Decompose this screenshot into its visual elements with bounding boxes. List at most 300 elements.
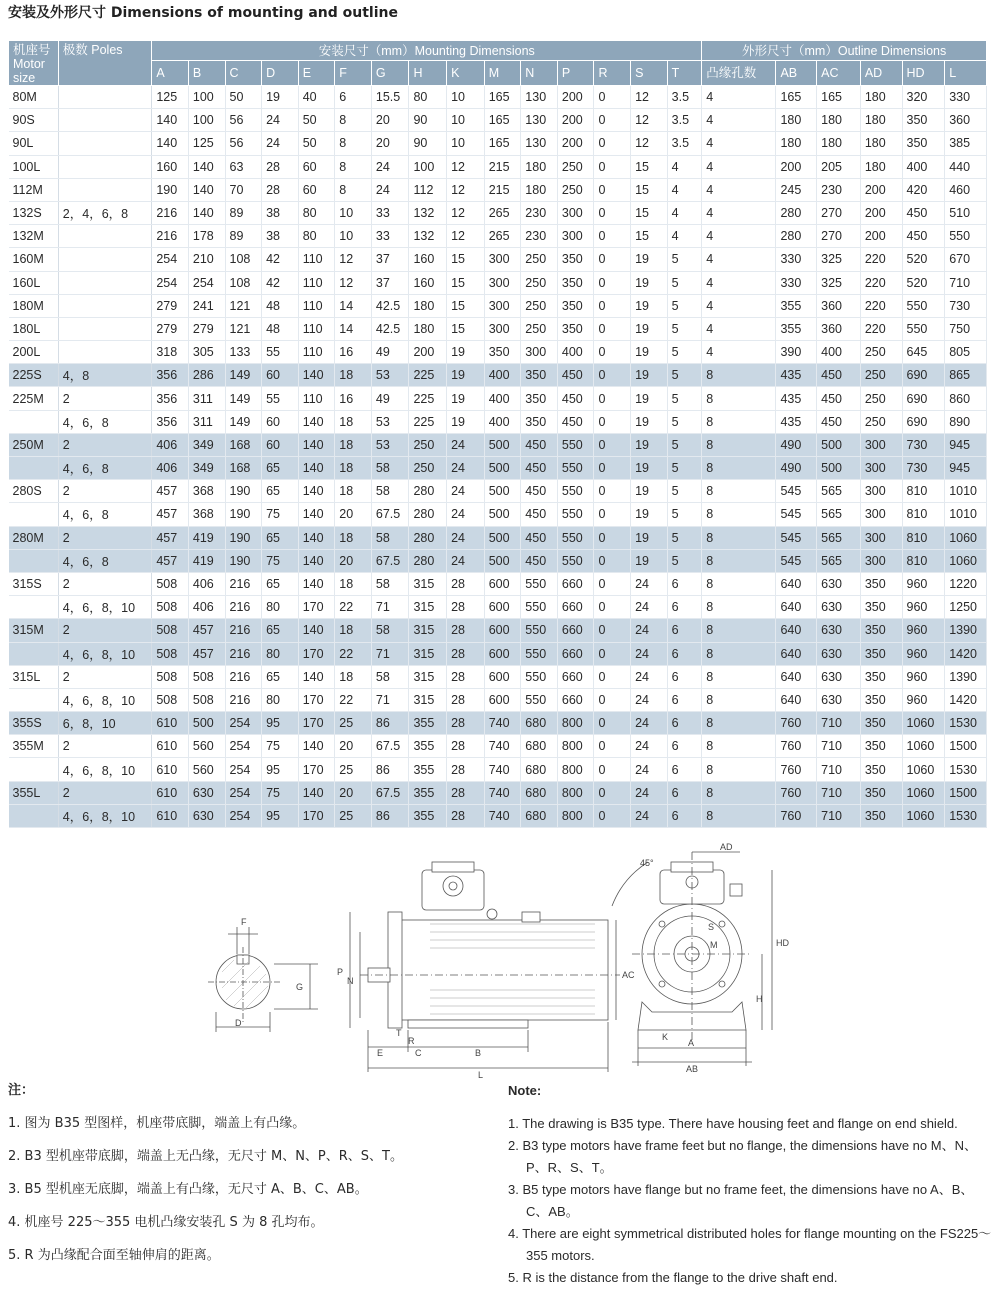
- column-header: AC: [817, 61, 861, 86]
- poles-cell: 4，6，8: [58, 410, 152, 433]
- dimension-cell: 19: [631, 480, 668, 503]
- dimension-cell: 457: [152, 549, 189, 572]
- column-header: G: [371, 61, 409, 86]
- dimension-cell: 0: [594, 596, 631, 619]
- dimension-cell: 710: [945, 271, 987, 294]
- dimension-cell: 280: [776, 201, 817, 224]
- dimension-cell: 110: [298, 271, 335, 294]
- dimension-cell: 1250: [945, 596, 987, 619]
- dimension-cell: 640: [776, 596, 817, 619]
- dimension-cell: 65: [262, 457, 299, 480]
- dimension-cell: 28: [447, 712, 485, 735]
- dimension-cell: 440: [945, 155, 987, 178]
- dimension-cell: 180: [817, 132, 861, 155]
- motor-outline-drawing: [200, 842, 800, 1080]
- dimension-cell: 132: [409, 225, 447, 248]
- dimension-cell: 19: [631, 433, 668, 456]
- column-header: 凸缘孔数: [702, 61, 776, 86]
- dimension-cell: 24: [631, 735, 668, 758]
- dimension-cell: 216: [225, 596, 262, 619]
- dimension-cell: 42: [262, 271, 299, 294]
- dimension-cell: 630: [188, 781, 225, 804]
- dimension-cell: 0: [594, 526, 631, 549]
- dimension-cell: 80: [298, 201, 335, 224]
- dimension-cell: 550: [557, 480, 594, 503]
- dimension-cell: 805: [945, 341, 987, 364]
- poles-header: 极数 Poles: [58, 41, 152, 86]
- poles-cell: [58, 271, 152, 294]
- dimension-cell: 149: [225, 387, 262, 410]
- dimension-cell: 550: [902, 317, 945, 340]
- dimension-cell: 60: [298, 178, 335, 201]
- frame-size-cell: [9, 549, 59, 572]
- dimension-cell: 350: [860, 619, 902, 642]
- table-row: [9, 665, 987, 688]
- dimension-cell: 0: [594, 271, 631, 294]
- dimension-cell: 140: [298, 480, 335, 503]
- frame-size-cell: 355L: [9, 781, 59, 804]
- dimension-cell: 4: [702, 109, 776, 132]
- dimension-cell: 510: [945, 201, 987, 224]
- dim-label-s: S: [708, 922, 715, 932]
- dimension-cell: 190: [225, 549, 262, 572]
- dimension-cell: 680: [521, 781, 558, 804]
- dimensions-table: [8, 40, 987, 828]
- dimension-cell: 3.5: [667, 109, 702, 132]
- dimension-cell: 860: [945, 387, 987, 410]
- dimension-cell: 0: [594, 642, 631, 665]
- dimension-cell: 450: [557, 410, 594, 433]
- dimension-cell: 80: [409, 86, 447, 109]
- table-row: [9, 804, 987, 827]
- dimension-cell: 710: [817, 735, 861, 758]
- dimension-cell: 600: [484, 665, 521, 688]
- dimension-cell: 4: [702, 317, 776, 340]
- dimension-cell: 0: [594, 341, 631, 364]
- dimension-cell: 800: [557, 781, 594, 804]
- dimension-cell: 18: [335, 364, 372, 387]
- dimension-cell: 18: [335, 619, 372, 642]
- dimension-cell: 279: [152, 317, 189, 340]
- dimension-cell: 330: [776, 271, 817, 294]
- dimension-cell: 406: [152, 433, 189, 456]
- poles-cell: 4，6，8: [58, 503, 152, 526]
- dimension-cell: 565: [817, 503, 861, 526]
- dimension-cell: 24: [447, 526, 485, 549]
- dimension-cell: 12: [447, 201, 485, 224]
- frame-size-cell: [9, 688, 59, 711]
- dimension-cell: 4: [702, 155, 776, 178]
- dimension-cell: 241: [188, 294, 225, 317]
- dimension-cell: 254: [225, 781, 262, 804]
- dimension-cell: 0: [594, 688, 631, 711]
- dimension-cell: 8: [702, 480, 776, 503]
- dimension-cell: 630: [817, 688, 861, 711]
- dimension-cell: 5: [667, 503, 702, 526]
- dimension-cell: 710: [817, 804, 861, 827]
- dimension-cell: 400: [484, 387, 521, 410]
- notes-en-title: Note:: [508, 1083, 542, 1098]
- poles-cell: 4，6，8: [58, 457, 152, 480]
- dimension-cell: 0: [594, 86, 631, 109]
- dimension-cell: 565: [817, 549, 861, 572]
- dimension-cell: 28: [447, 735, 485, 758]
- dimension-cell: 12: [447, 225, 485, 248]
- dimension-cell: 75: [262, 781, 299, 804]
- dimension-cell: 33: [371, 225, 409, 248]
- poles-cell: 4，8: [58, 364, 152, 387]
- frame-size-cell: [9, 503, 59, 526]
- dimension-cell: 960: [902, 688, 945, 711]
- dimension-cell: 500: [817, 433, 861, 456]
- poles-cell: [58, 341, 152, 364]
- table-row: [9, 735, 987, 758]
- dim-label-d: D: [235, 1018, 242, 1028]
- dimension-cell: 149: [225, 364, 262, 387]
- dimension-cell: 300: [484, 317, 521, 340]
- dimension-cell: 270: [817, 201, 861, 224]
- dimension-cell: 350: [860, 781, 902, 804]
- dimension-cell: 71: [371, 688, 409, 711]
- dim-label-p: P: [337, 967, 344, 977]
- dimension-cell: 0: [594, 433, 631, 456]
- dimension-cell: 960: [902, 619, 945, 642]
- dimension-cell: 8: [702, 642, 776, 665]
- dimension-cell: 350: [860, 572, 902, 595]
- poles-cell: 2: [58, 572, 152, 595]
- dimension-cell: 19: [631, 410, 668, 433]
- column-header: H: [409, 61, 447, 86]
- dimension-cell: 630: [817, 642, 861, 665]
- dimension-cell: 300: [860, 526, 902, 549]
- dimension-cell: 640: [776, 642, 817, 665]
- dimension-cell: 508: [152, 642, 189, 665]
- dimension-cell: 0: [594, 109, 631, 132]
- dimension-cell: 180: [521, 178, 558, 201]
- dimension-cell: 280: [409, 549, 447, 572]
- dimension-cell: 8: [335, 155, 372, 178]
- dimension-cell: 200: [409, 341, 447, 364]
- dimension-cell: 140: [188, 201, 225, 224]
- poles-cell: 2: [58, 433, 152, 456]
- dimension-cell: 6: [667, 642, 702, 665]
- dimension-cell: 67.5: [371, 781, 409, 804]
- table-row: [9, 86, 987, 109]
- dimension-cell: 800: [557, 804, 594, 827]
- dimension-cell: 75: [262, 735, 299, 758]
- dimension-cell: 406: [152, 457, 189, 480]
- dimension-cell: 160: [409, 248, 447, 271]
- dimension-cell: 63: [225, 155, 262, 178]
- dimension-cell: 24: [631, 596, 668, 619]
- dimension-cell: 760: [776, 781, 817, 804]
- dimension-cell: 254: [225, 735, 262, 758]
- dimension-cell: 318: [152, 341, 189, 364]
- dimension-cell: 960: [902, 665, 945, 688]
- dimension-cell: 690: [902, 410, 945, 433]
- poles-cell: 4，6，8，10: [58, 596, 152, 619]
- table-row: [9, 109, 987, 132]
- dimension-cell: 356: [152, 410, 189, 433]
- dimension-cell: 508: [152, 665, 189, 688]
- dimension-cell: 190: [225, 480, 262, 503]
- dimension-cell: 6: [667, 688, 702, 711]
- dimension-cell: 800: [557, 712, 594, 735]
- dim-label-e: E: [377, 1048, 384, 1058]
- poles-cell: 2: [58, 735, 152, 758]
- dimension-cell: 457: [152, 503, 189, 526]
- mounting-dimensions-header: 安装尺寸（mm）Mounting Dimensions: [152, 41, 702, 61]
- dimension-cell: 450: [521, 457, 558, 480]
- dimension-cell: 8: [702, 596, 776, 619]
- dimension-cell: 349: [188, 457, 225, 480]
- dimension-cell: 3.5: [667, 132, 702, 155]
- dimension-cell: 65: [262, 572, 299, 595]
- dimension-cell: 19: [631, 317, 668, 340]
- dimension-cell: 660: [557, 619, 594, 642]
- dimension-cell: 42.5: [371, 294, 409, 317]
- dimension-cell: 19: [631, 294, 668, 317]
- dimension-cell: 28: [447, 619, 485, 642]
- dimension-cell: 170: [298, 804, 335, 827]
- dimension-cell: 18: [335, 572, 372, 595]
- dimension-cell: 0: [594, 248, 631, 271]
- dimension-cell: 24: [447, 480, 485, 503]
- dimension-cell: 60: [262, 410, 299, 433]
- dimension-cell: 0: [594, 457, 631, 480]
- dimension-cell: 1500: [945, 735, 987, 758]
- dimension-cell: 320: [902, 86, 945, 109]
- dimension-cell: 350: [860, 735, 902, 758]
- dimension-cell: 56: [225, 109, 262, 132]
- dimension-cell: 24: [447, 433, 485, 456]
- dimension-cell: 225: [409, 410, 447, 433]
- table-row: [9, 387, 987, 410]
- note-en-item: 4. There are eight symmetrical distributed holes for flange mounting on the FS225～355 motors.: [508, 1226, 992, 1263]
- dimension-cell: 19: [631, 503, 668, 526]
- dimension-cell: 5: [667, 364, 702, 387]
- dim-label-t: T: [396, 1028, 402, 1038]
- dimension-cell: 130: [521, 86, 558, 109]
- dimension-cell: 550: [945, 225, 987, 248]
- dimension-cell: 250: [409, 457, 447, 480]
- dimension-cell: 435: [776, 410, 817, 433]
- dimension-cell: 457: [188, 642, 225, 665]
- dimension-cell: 450: [817, 387, 861, 410]
- dimension-cell: 660: [557, 642, 594, 665]
- dimension-cell: 140: [298, 549, 335, 572]
- dimension-cell: 945: [945, 433, 987, 456]
- dimension-cell: 254: [188, 271, 225, 294]
- dimension-cell: 300: [860, 457, 902, 480]
- dimension-cell: 19: [447, 364, 485, 387]
- dimension-cell: 250: [521, 317, 558, 340]
- dimension-cell: 730: [902, 457, 945, 480]
- dimension-cell: 6: [667, 781, 702, 804]
- dimension-cell: 216: [225, 642, 262, 665]
- dimension-cell: 170: [298, 642, 335, 665]
- dimension-cell: 0: [594, 619, 631, 642]
- dimension-cell: 610: [152, 758, 189, 781]
- dimension-cell: 760: [776, 712, 817, 735]
- dimension-cell: 132: [409, 201, 447, 224]
- dimension-cell: 6: [667, 619, 702, 642]
- dimension-cell: 8: [702, 758, 776, 781]
- dimension-cell: 300: [557, 225, 594, 248]
- dimension-cell: 490: [776, 433, 817, 456]
- dimension-cell: 110: [298, 341, 335, 364]
- dimension-cell: 545: [776, 503, 817, 526]
- dimension-cell: 610: [152, 781, 189, 804]
- notes-english: [508, 1080, 993, 1289]
- dimension-cell: 42.5: [371, 317, 409, 340]
- dimension-cell: 250: [860, 341, 902, 364]
- poles-cell: 4，6，8: [58, 549, 152, 572]
- dimension-cell: 0: [594, 201, 631, 224]
- dimension-cell: 610: [152, 804, 189, 827]
- dimension-cell: 400: [902, 155, 945, 178]
- dimension-cell: 315: [409, 596, 447, 619]
- dimension-cell: 8: [702, 804, 776, 827]
- dimension-cell: 457: [188, 619, 225, 642]
- dimension-cell: 740: [484, 758, 521, 781]
- table-row: [9, 572, 987, 595]
- poles-cell: [58, 86, 152, 109]
- dimension-cell: 760: [776, 758, 817, 781]
- table-row: [9, 178, 987, 201]
- dimension-cell: 730: [902, 433, 945, 456]
- dimension-cell: 565: [817, 526, 861, 549]
- dimension-cell: 8: [702, 619, 776, 642]
- dimension-cell: 1060: [902, 758, 945, 781]
- table-row: [9, 596, 987, 619]
- dimension-cell: 5: [667, 248, 702, 271]
- table-row: [9, 341, 987, 364]
- dimension-cell: 5: [667, 294, 702, 317]
- dimension-cell: 670: [945, 248, 987, 271]
- dimension-cell: 24: [262, 132, 299, 155]
- dimension-cell: 180: [521, 155, 558, 178]
- dimension-cell: 6: [335, 86, 372, 109]
- dimension-cell: 12: [335, 271, 372, 294]
- dimension-cell: 180: [776, 132, 817, 155]
- dimension-cell: 24: [631, 758, 668, 781]
- dimension-cell: 165: [484, 132, 521, 155]
- dimension-cell: 6: [667, 712, 702, 735]
- dimension-cell: 24: [262, 109, 299, 132]
- note-en-item: 2. B3 type motors have frame feet but no flange, the dimensions have no M、N、P、R、S、T。: [508, 1138, 977, 1175]
- dimension-cell: 0: [594, 712, 631, 735]
- column-header-row: [9, 61, 987, 86]
- dimension-cell: 8: [702, 665, 776, 688]
- table-row: [9, 503, 987, 526]
- dimension-cell: 19: [447, 387, 485, 410]
- frame-size-cell: 315L: [9, 665, 59, 688]
- dimension-cell: 350: [557, 294, 594, 317]
- dimension-cell: 450: [557, 387, 594, 410]
- dimension-cell: 190: [152, 178, 189, 201]
- dimension-cell: 4: [702, 225, 776, 248]
- dimension-cell: 140: [298, 410, 335, 433]
- dimension-cell: 457: [152, 526, 189, 549]
- dimension-cell: 1420: [945, 688, 987, 711]
- frame-size-cell: [9, 596, 59, 619]
- dimension-cell: 140: [298, 665, 335, 688]
- dimension-cell: 550: [521, 596, 558, 619]
- dimension-cell: 140: [298, 457, 335, 480]
- dimension-cell: 350: [902, 109, 945, 132]
- dimension-cell: 215: [484, 155, 521, 178]
- motor-end-view: [612, 842, 789, 1074]
- dimension-cell: 216: [225, 688, 262, 711]
- dimension-cell: 450: [902, 201, 945, 224]
- dimension-cell: 640: [776, 619, 817, 642]
- dimension-cell: 24: [447, 503, 485, 526]
- dimension-cell: 4: [702, 248, 776, 271]
- frame-size-cell: 100L: [9, 155, 59, 178]
- dimension-cell: 500: [484, 457, 521, 480]
- dimension-cell: 20: [371, 132, 409, 155]
- dimension-cell: 190: [225, 503, 262, 526]
- table-row: [9, 688, 987, 711]
- dimension-cell: 435: [776, 364, 817, 387]
- dimension-cell: 10: [447, 86, 485, 109]
- dimension-cell: 350: [860, 804, 902, 827]
- dimension-cell: 37: [371, 248, 409, 271]
- column-header: HD: [902, 61, 945, 86]
- dimension-cell: 168: [225, 457, 262, 480]
- dimension-cell: 270: [817, 225, 861, 248]
- dim-label-l: L: [478, 1070, 484, 1080]
- dimension-cell: 450: [902, 225, 945, 248]
- dimension-cell: 250: [521, 294, 558, 317]
- dimension-cell: 4: [702, 294, 776, 317]
- poles-cell: 2: [58, 387, 152, 410]
- dimension-cell: 19: [631, 387, 668, 410]
- frame-size-cell: 112M: [9, 178, 59, 201]
- dimension-cell: 67.5: [371, 503, 409, 526]
- dimension-cell: 216: [225, 665, 262, 688]
- dimension-cell: 205: [817, 155, 861, 178]
- dimension-cell: 38: [262, 201, 299, 224]
- column-header: N: [521, 61, 558, 86]
- dimension-cell: 216: [225, 619, 262, 642]
- dimension-cell: 250: [860, 387, 902, 410]
- dimension-cell: 15: [631, 155, 668, 178]
- dimension-cell: 350: [860, 642, 902, 665]
- dimension-cell: 4: [667, 155, 702, 178]
- dimension-cell: 8: [702, 688, 776, 711]
- dimension-cell: 65: [262, 526, 299, 549]
- dimension-cell: 250: [860, 364, 902, 387]
- dimension-cell: 640: [776, 665, 817, 688]
- note-en-item: 5. R is the distance from the flange to the drive shaft end.: [508, 1270, 838, 1285]
- table-row: [9, 364, 987, 387]
- dimension-cell: 50: [298, 109, 335, 132]
- frame-size-header: 机座号 Motor size: [9, 41, 59, 86]
- dim-label-k: K: [662, 1032, 669, 1042]
- column-header: E: [298, 61, 335, 86]
- dimension-cell: 225: [409, 387, 447, 410]
- dimension-cell: 280: [776, 225, 817, 248]
- column-header: B: [188, 61, 225, 86]
- dimension-cell: 110: [298, 294, 335, 317]
- dimension-cell: 315: [409, 572, 447, 595]
- dimension-cell: 140: [188, 178, 225, 201]
- poles-cell: [58, 248, 152, 271]
- dimension-cell: 890: [945, 410, 987, 433]
- frame-size-cell: 180M: [9, 294, 59, 317]
